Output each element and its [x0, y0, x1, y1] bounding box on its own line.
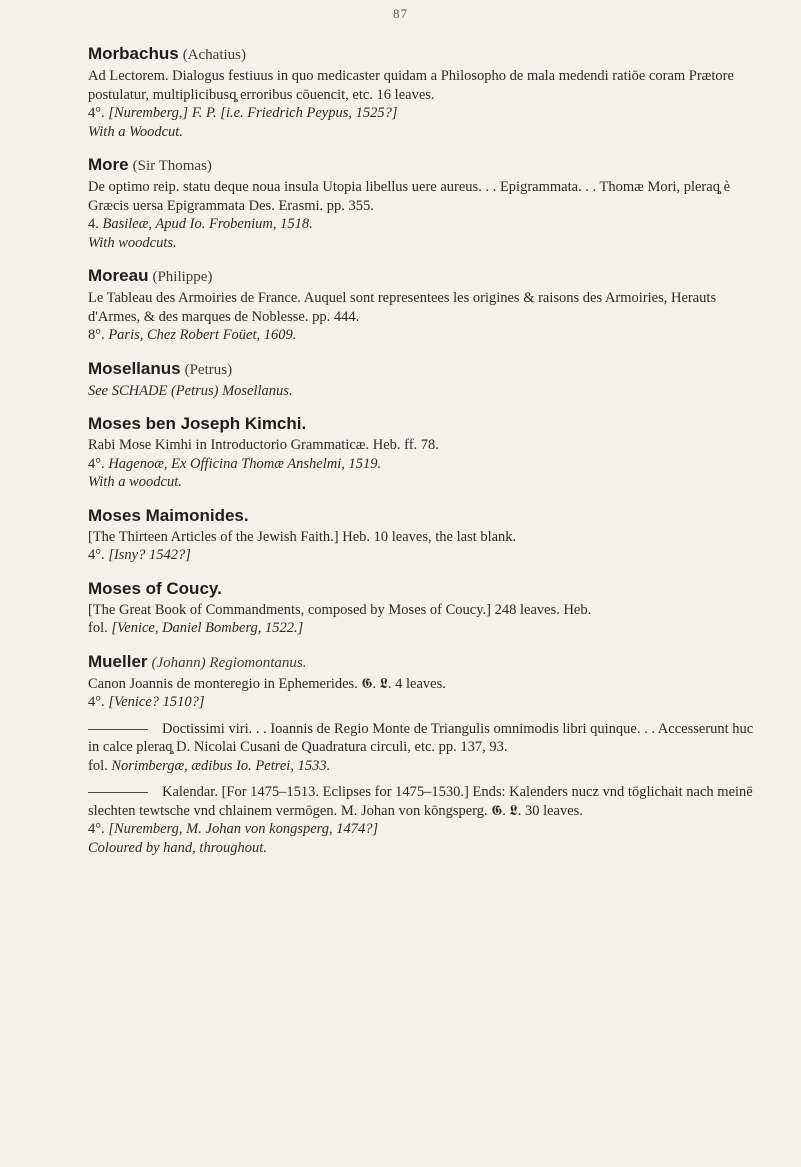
imprint-details: [Nuremberg,] F. P. [i.e. Friedrich Peypus, 1525?]	[108, 105, 398, 121]
catalogue-entry	[88, 357, 764, 401]
entry-heading	[88, 264, 764, 289]
catalogue-entry	[88, 650, 764, 858]
format: 4°.	[88, 694, 105, 710]
entry-title-text: Le Tableau des Armoiries de France. Auquel sont representees les origines & raisons des Armoiries, Herauts d'Armes, & des marques de Noblesse. pp. 444.	[88, 290, 717, 325]
sub-entry-imprint	[88, 820, 764, 839]
imprint-details: [Venice, Daniel Bomberg, 1522.]	[111, 620, 304, 636]
imprint-details: [Venice? 1510?]	[108, 694, 205, 710]
author-name: Moses Maimonides.	[88, 505, 249, 525]
imprint-details: [Isny? 1542?]	[108, 547, 191, 563]
entry-imprint	[88, 215, 764, 234]
author-name: Mueller	[88, 651, 148, 671]
format: 4°.	[88, 105, 105, 121]
entry-heading	[88, 412, 764, 436]
ditto-dash	[88, 792, 148, 793]
catalogue-entry	[88, 412, 764, 492]
entry-note: With a Woodcut.	[88, 123, 183, 140]
entry-note: With woodcuts.	[88, 234, 177, 251]
imprint-details: Basileæ, Apud Io. Frobenium, 1518.	[102, 216, 313, 232]
entry-title-text: De optimo reip. statu deque noua insula Utopia libellus uere aureus. . . Epigrammata. . . Thomæ Mori, pleraq̧ è Græcis uersa Epigrammata Des. Erasmi. pp. 355.	[88, 179, 731, 214]
sub-entry-text: Kalendar. [For 1475–1513. Eclipses for 1475–1530.] Ends: Kalenders nucz vnd tōglichait nach meinē slechten tewtsche vnd chlainem vermōgen. M. Johan von kōngsperg. 𝕲. 𝕷. 30 leaves.	[88, 784, 753, 819]
author-qualifier: (Philippe)	[152, 269, 213, 285]
catalogue-entry	[88, 504, 764, 565]
imprint-details: Hagenoæ, Ex Officina Thomæ Anshelmi, 1519.	[108, 455, 382, 472]
entry-heading	[88, 42, 764, 67]
entry-heading	[88, 504, 764, 528]
format: fol.	[88, 620, 108, 636]
catalogue-entry	[88, 42, 764, 141]
format: 4°.	[88, 547, 105, 563]
author-name: Moses of Coucy.	[88, 578, 222, 598]
entry-imprint	[88, 104, 764, 123]
sub-entry-imprint	[88, 757, 764, 776]
entry-imprint	[88, 326, 764, 345]
author-name: Mosellanus	[88, 358, 181, 378]
entry-imprint	[88, 619, 764, 638]
sub-entry	[88, 720, 764, 776]
ditto-dash	[88, 729, 148, 730]
catalogue-entry	[88, 153, 764, 252]
format: 4°.	[88, 821, 105, 837]
sub-entry-text: Doctissimi viri. . . Ioannis de Regio Monte de Triangulis omnimodis libri quinque. . . Accesserunt huc in calce pleraq̧ D. Nicolai Cusani de Quadratura circuli, etc. pp. 137, 93.	[88, 720, 754, 755]
entry-title-text: [The Thirteen Articles of the Jewish Faith.] Heb. 10 leaves, the last blank.	[88, 528, 517, 545]
entry-heading	[88, 650, 764, 675]
catalogue-entries	[88, 42, 764, 869]
catalogue-entry	[88, 577, 764, 638]
imprint-details: [Nuremberg, M. Johan von kongsperg, 1474?]	[108, 821, 379, 837]
entry-title-text: [The Great Book of Commandments, composed by Moses of Coucy.] 248 leaves. Heb.	[88, 601, 592, 618]
author-name: Moreau	[88, 266, 149, 285]
format: 4°.	[88, 455, 105, 472]
imprint-details: Norimbergæ, ædibus Io. Petrei, 1533.	[111, 757, 331, 774]
sub-entry	[88, 783, 764, 857]
format: fol.	[88, 757, 108, 774]
entry-title-text: Ad Lectorem. Dialogus festiuus in quo medicaster quidam a Philosopho de mala medendi ratiōe coram Prætore postulatur, multiplicibusq̧ erroribus cōuencit, etc. 16 leaves.	[88, 68, 734, 103]
entry-imprint	[88, 455, 764, 474]
author-name: Morbachus	[88, 44, 179, 63]
catalogue-entry	[88, 264, 764, 345]
author-qualifier: (Petrus)	[184, 361, 233, 378]
sub-entry-title-text	[88, 783, 764, 820]
page-number: 87	[393, 6, 408, 21]
author-name: More	[88, 155, 129, 174]
entry-note: Coloured by hand, throughout.	[88, 839, 267, 856]
entry-heading	[88, 153, 764, 178]
entry-heading	[88, 357, 764, 382]
cross-reference: See SCHADE (Petrus) Mosellanus.	[88, 382, 293, 399]
entry-note: With a woodcut.	[88, 474, 182, 490]
entry-title-text: Rabi Mose Kimhi in Introductorio Grammaticæ. Heb. ff. 78.	[88, 437, 439, 453]
imprint-details: Paris, Chez Robert Foüet, 1609.	[108, 327, 297, 343]
author-qualifier: (Sir Thomas)	[132, 158, 212, 174]
format: 8°.	[88, 327, 105, 343]
author-name: Moses ben Joseph Kimchi.	[88, 414, 307, 433]
entry-heading	[88, 577, 764, 601]
author-qualifier: (Johann) Regiomontanus.	[151, 654, 307, 671]
sub-entry-title-text	[88, 720, 764, 757]
entry-title-text: Canon Joannis de monteregio in Ephemerides. 𝕲. 𝕷. 4 leaves.	[88, 675, 446, 692]
entry-imprint	[88, 693, 764, 712]
author-qualifier: (Achatius)	[182, 47, 246, 63]
entry-imprint	[88, 546, 764, 565]
format: 4.	[88, 216, 99, 232]
